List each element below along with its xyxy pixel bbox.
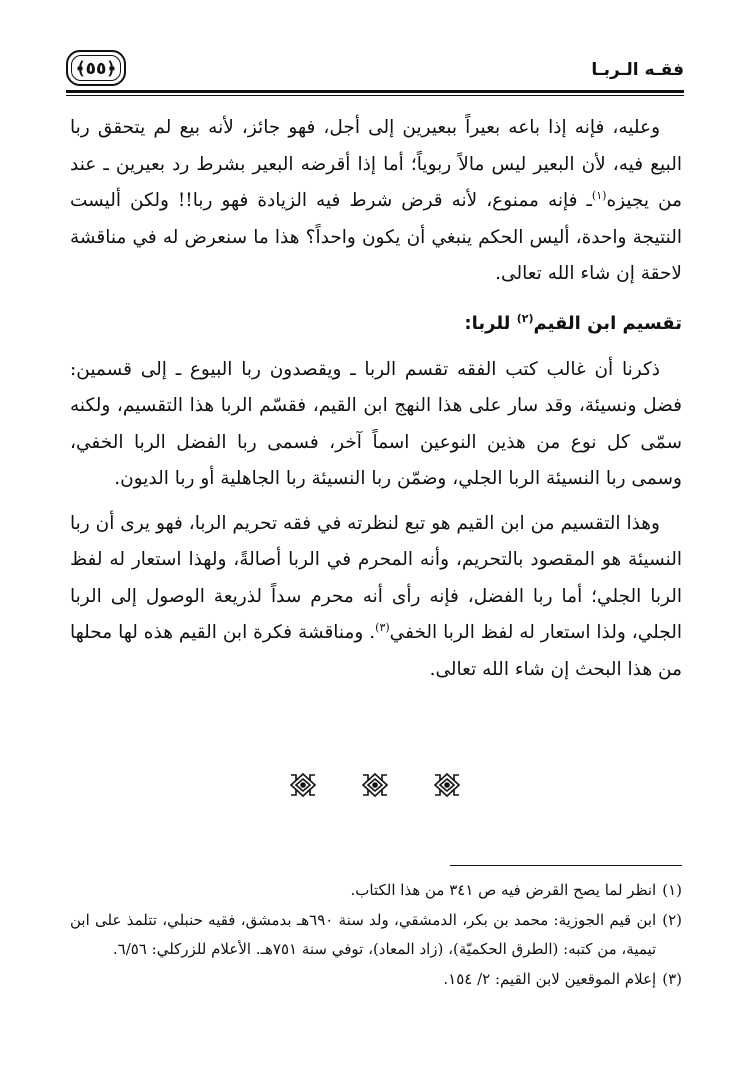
paragraph-1 [70,110,682,293]
header-rule-thin [66,95,684,96]
paragraph-2: ذكرنا أن غالب كتب الفقه تقسم الربا ـ ويقصدون ربا البيوع ـ إلى قسمين: فضل ونسيئة، وقد سار على هذا النهج ابن القيم، فقسّم الربا هذا التقسيم، ولكنه سمّى كل نوع من هذين النوعين اسماً آخر، فسمى ربا الفضل الربا الخفي، وسمى ربا النسيئة الربا الجلي، وضمّن ربا النسيئة ربا الجاهلية أو ربا الديون. [70,358,682,489]
paragraph-3-text: وهذا التقسيم من ابن القيم هو تبع لنظرته في فقه تحريم الربا، فهو يرى أن ربا النسيئة هو المقصود بالتحريم، وأنه المحرم في الربا أصالةً، ولهذا استعار له لفظ الربا الجلي؛ أما ربا الفضل، فإنه رأى أنه محرم سداً لذريعة الوصول إلى الربا الجلي، ولذا استعار له لفظ الربا الخفي [70,512,682,643]
footnote-ref-2[interactable]: (٢) [516,311,534,325]
footnotes [70,876,682,994]
footnote-text: انظر لما يصح القرض فيه ص ٣٤١ من هذا الكتاب. [350,881,657,899]
footnote-text: ابن قيم الجوزية: محمد بن بكر، الدمشقي، ولد سنة ٦٩٠هـ بدمشق، فقيه حنبلي، تتلمذ على ابن تيمية، من كتبه: (الطرق الحكميّة)، (زاد المعاد)، توفي سنة ٧٥١هـ. الأعلام للزركلي: ٦/٥٦. [70,910,657,958]
page-number: ﴿٥٥﴾ [66,50,126,86]
footnote-3 [70,965,682,995]
footnote-text: إعلام الموقعين لابن القيم: ٢/ ١٥٤. [443,969,657,988]
section-heading [70,306,682,342]
footnote-ref-3[interactable]: (٣) [375,620,390,634]
paragraph-3 [70,506,682,689]
page-header [66,48,684,90]
footnote-separator [450,865,682,866]
main-text [70,110,682,688]
section-divider-ornaments [0,772,750,802]
footnote-1 [70,876,682,906]
section-heading-end: للربا: [464,312,517,334]
paragraph-3-text-end: . ومناقشة فكرة ابن القيم هذه لها محلها من هذا البحث إن شاء الله تعالى. [70,622,682,680]
floral-ornament-icon [361,772,389,798]
running-title: فقـه الـربـا [591,60,684,80]
footnote-number: (١) [662,881,682,899]
footnote-number: (٣) [662,969,682,988]
footnote-number: (٢) [662,910,682,929]
floral-ornament-icon [433,772,461,798]
paragraph-1-text: وعليه، فإنه إذا باعه بعيراً ببعيرين إلى أجل، فهو جائز، لأنه بيع لم يتحقق ربا البيع فيه، لأن البعير ليس مالاً ربوياً؛ أما إذا أقرضه البعير بشرط رد بعيرين ـ عند من يجيزه [70,117,682,211]
footnote-2 [70,906,682,965]
header-rule [66,90,684,93]
section-heading-text: تقسيم ابن القيم [533,312,682,334]
footnote-ref-1[interactable]: (١) [591,188,607,202]
floral-ornament-icon [289,772,317,798]
paragraph-1-text-end: ـ فإنه ممنوع، لأنه قرض شرط فيه الزيادة فهو ربا!! ولكن أليست النتيجة واحدة، أليس الحكم ينبغي أن يكون واحداً؟ هذا ما سنعرض له في مناقشة لاحقة إن شاء الله تعالى. [70,190,682,284]
